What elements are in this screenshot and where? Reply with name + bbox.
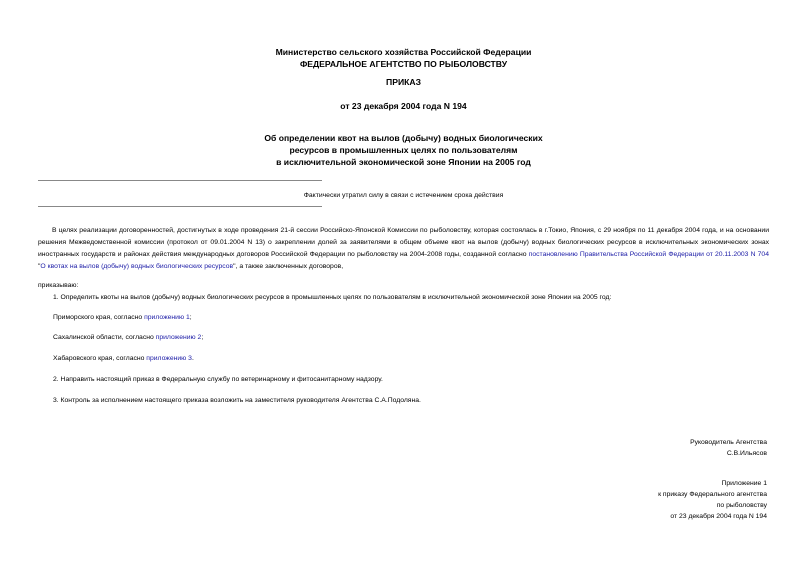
divider-top	[38, 180, 322, 181]
punctuation: .	[191, 355, 194, 362]
divider-bottom	[38, 206, 322, 207]
appendix-2-link[interactable]: приложению 2	[155, 334, 202, 341]
preamble-text: В целях реализации договоренностей, достигнутых в ходе проведения 21-й сессии Российско-Японской Комиссии по рыболовству, которая состоялась в г.Токио, Япония, с 29 ноября по 11 декабря 2004 года, и на основании решения Межведомственной комиссии (протокол от 09.01.2004 N 13) о закреплении долей за заявителями в общем объеме квот на вылов (добычу) водных биологических ресурсов в исключительных экономических зонах иностранных государств и районах действия международных договоров Российской Федерации по рыболовству на 2004-2008 годы, созданной согласно	[38, 227, 769, 258]
status-note: Фактически утратил силу в связи с истечением срока действия	[303, 192, 504, 199]
document-type: ПРИКАЗ	[386, 77, 421, 87]
document-title	[0, 132, 807, 168]
quota-khabarovsk	[53, 354, 194, 364]
punctuation: ;	[201, 334, 204, 341]
quota-khabarovsk-text: Хабаровского края, согласно	[53, 355, 147, 362]
document-header-issuer	[0, 46, 807, 70]
preamble-text: "	[38, 263, 41, 270]
quotas-decree-link[interactable]: О квотах на вылов (добычу) водных биологических ресурсов	[40, 263, 234, 270]
document-date: от 23 декабря 2004 года N 194	[340, 101, 467, 111]
preamble-paragraph	[38, 225, 769, 273]
appendix-heading	[658, 478, 767, 522]
agency-name: ФЕДЕРАЛЬНОЕ АГЕНТСТВО ПО РЫБОЛОВСТВУ	[299, 59, 508, 69]
order-item-3: 3. Контроль за исполнением настоящего приказа возложить на заместителя руководителя Агентства С.А.Подоляна.	[53, 397, 421, 404]
quota-primorsky-text: Приморского края, согласно	[53, 314, 145, 321]
government-decree-link[interactable]: постановлению Правительства Российской Федерации от 20.11.2003 N 704	[528, 251, 769, 258]
punctuation: ;	[189, 314, 192, 321]
preamble-text: ", а также заключенных договоров,	[233, 263, 344, 270]
quota-sakhalin-text: Сахалинской области, согласно	[53, 334, 156, 341]
appendix-3-link[interactable]: приложению 3	[146, 355, 192, 362]
signature-block	[690, 437, 767, 459]
order-item-2: 2. Направить настоящий приказ в Федеральную службу по ветеринарному и фитосанитарному надзору.	[53, 376, 383, 383]
appendix-line: по рыболовству	[716, 502, 767, 509]
title-line: Об определении квот на вылов (добычу) водных биологических	[264, 133, 543, 143]
title-line: в исключительной экономической зоне Японии на 2005 год	[276, 157, 531, 167]
quota-sakhalin	[53, 333, 203, 343]
appendix-1-link[interactable]: приложению 1	[144, 314, 190, 321]
appendix-line: Приложение 1	[721, 480, 767, 487]
title-line: ресурсов в промышленных целях по пользователям	[289, 145, 518, 155]
signer-name: С.В.Ильясов	[726, 450, 767, 457]
ministry-name: Министерство сельского хозяйства Российской Федерации	[275, 47, 532, 57]
signer-position: Руководитель Агентства	[690, 439, 767, 446]
order-item-1: 1. Определить квоты на вылов (добычу) водных биологических ресурсов в промышленных целях по пользователям в исключительной экономической зоне Японии на 2005 год:	[53, 294, 612, 301]
order-word: приказываю:	[38, 282, 79, 289]
quota-primorsky	[53, 313, 192, 323]
appendix-line: от 23 декабря 2004 года N 194	[670, 513, 767, 520]
appendix-line: к приказу Федерального агентства	[658, 491, 767, 498]
